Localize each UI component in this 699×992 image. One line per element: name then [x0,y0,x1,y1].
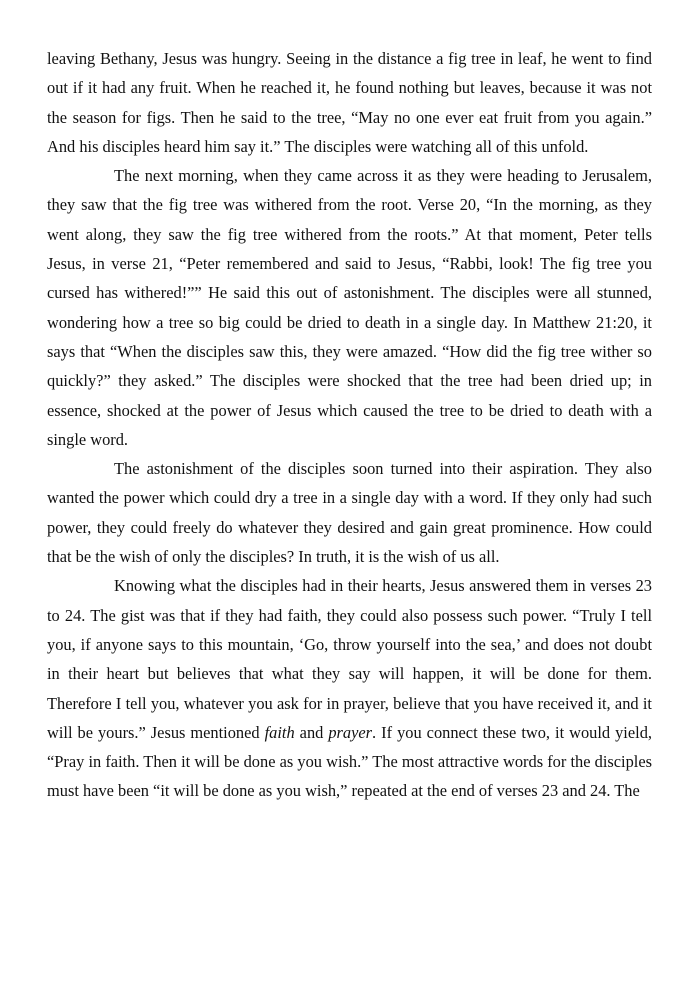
paragraph-2: The next morning, when they came across it as they were heading to Jerusalem, they saw that the fig tree was withered from the root. Verse 20, “In the morning, as they went along, they saw the fig tree withered from the roots.” At that moment, Peter tells Jesus, in verse 21, “Peter remembered and said to Jesus, “Rabbi, look! The fig tree you cursed has withered!”” He said this out of astonishment. The disciples were all stunned, wondering how a tree so big could be dried to death in a single day. In Matthew 21:20, it says that “When the disciples saw this, they were amazed. “How did the fig tree wither so quickly?” they asked.” The disciples were shocked that the tree had been dried up; in essence, shocked at the power of Jesus which caused the tree to be dried to death with a single word. [47,166,652,449]
paragraph-4-text-1: Knowing what the disciples had in their hearts, Jesus answered them in verses 23 to 24. The gist was that if they had faith, they could also possess such power. “Truly I tell you, if anyone says to this mountain, ‘Go, throw yourself into the sea,’ and does not doubt in their heart but believes that what they say will happen, it will be done for them. Therefore I tell you, whatever you ask for in prayer, believe that you have received it, and it will be yours.” Jesus mentioned [47,576,652,742]
paragraph-3: The astonishment of the disciples soon turned into their aspiration. They also wanted the power which could dry a tree in a single day with a word. If they only had such power, they could freely do whatever they desired and gain great prominence. How could that be the wish of only the disciples? In truth, it is the wish of us all. [47,459,652,567]
emphasis-prayer: prayer [328,722,373,742]
document-page [47,44,652,806]
paragraph-4-text-2: and [294,722,329,742]
paragraph-1: leaving Bethany, Jesus was hungry. Seeing in the distance a fig tree in leaf, he went to find out if it had any fruit. When he reached it, he found nothing but leaves, because it was not the season for figs. Then he said to the tree, “May no one ever eat fruit from you again.” And his disciples heard him say it.” The disciples were watching all of this unfold. [47,49,652,156]
emphasis-faith: faith [264,722,295,742]
paragraph-4-text-3: . If you connect these two, it would yield, “Pray in faith. Then it will be done as you wish.” The most attractive words for the disciples must have been “it will be done as you wish,” repeated at the end of verses 23 and 24. The [47,722,652,801]
paragraph-4 [47,571,652,805]
